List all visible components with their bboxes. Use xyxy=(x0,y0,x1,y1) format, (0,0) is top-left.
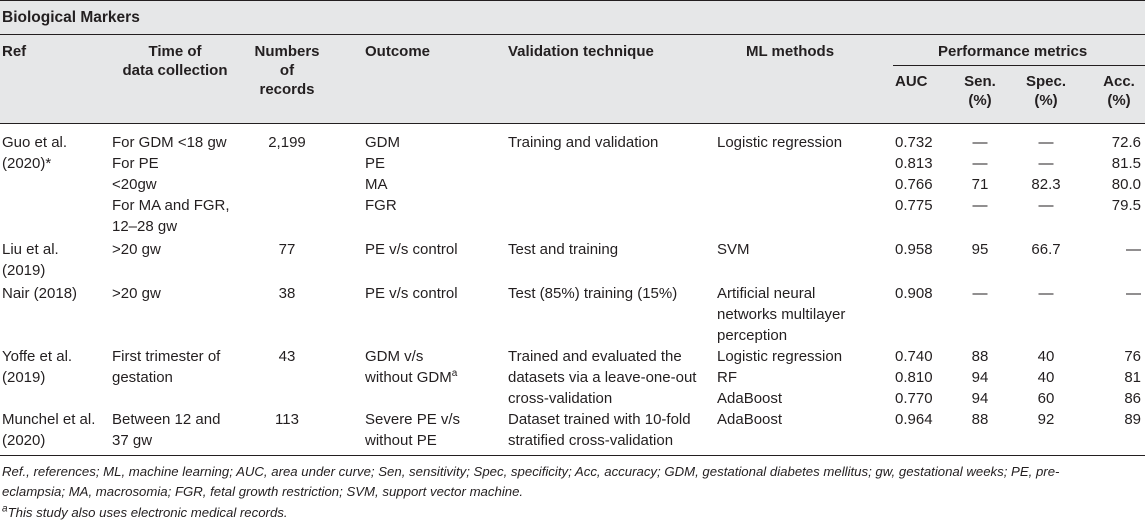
acc-cell: 76 81 86 xyxy=(1124,348,1141,407)
acc-cell: 72.6 81.5 80.0 79.5 xyxy=(1111,134,1141,214)
ml-cell: AdaBoost xyxy=(717,411,783,428)
sen-cell: — — 71 — xyxy=(971,134,989,214)
acc-cell: — xyxy=(1126,285,1141,302)
abbreviations-footnote: Ref., references; ML, machine learning; AUC, area under curve; Sen, sensitivity; Spec, specificity; Acc, accuracy; GDM, gestational diabetes mellitus; gw, gestational weeks; PE, pre- eclampsia; MA, macrosomia; FGR, fetal growth restriction; SVM, support vector machine. xyxy=(2,464,1060,499)
ml-cell: Logistic regression xyxy=(717,134,843,151)
section-title: Biological Markers xyxy=(2,9,140,26)
header-outcome: Outcome xyxy=(365,43,431,60)
acc-cell: — xyxy=(1126,241,1141,258)
header-numbers: Numbers of records xyxy=(254,43,320,98)
outcome-cell: Severe PE v/s without PE xyxy=(365,411,461,449)
ml-cell: SVM xyxy=(717,241,750,258)
outcome-cell: PE v/s control xyxy=(365,241,458,258)
time-cell: >20 gw xyxy=(112,285,161,302)
footnote-marker: a xyxy=(451,368,458,379)
sen-cell: 95 xyxy=(971,241,989,258)
header-performance: Performance metrics xyxy=(938,43,1088,60)
auc-cell: 0.732 0.813 0.766 0.775 xyxy=(895,134,933,214)
ml-cell: Logistic regression RF AdaBoost xyxy=(717,348,843,407)
validation-cell: Test (85%) training (15%) xyxy=(508,285,678,302)
performance-metrics-rule xyxy=(893,65,1145,66)
header-time: Time of data collection xyxy=(122,43,228,79)
outcome-cell: GDM PE MA FGR xyxy=(365,134,400,214)
sen-cell: 88 94 94 xyxy=(971,348,989,407)
records-cell: 2,199 xyxy=(268,134,306,151)
validation-cell: Dataset trained with 10-fold stratified cross-validation xyxy=(508,411,691,449)
time-cell: Between 12 and 37 gw xyxy=(112,411,221,449)
header-sen: Sen. (%) xyxy=(964,73,996,109)
header-ref: Ref xyxy=(2,43,27,60)
time-cell: >20 gw xyxy=(112,241,161,258)
ref-cell: Guo et al. (2020)* xyxy=(2,134,68,172)
auc-cell: 0.958 xyxy=(895,241,933,258)
ref-cell: Yoffe et al. (2019) xyxy=(2,348,73,386)
sen-cell: 88 xyxy=(971,411,989,428)
study-footnote: $^a$This study also uses electronic medical records. xyxy=(2,503,288,520)
records-cell: 43 xyxy=(278,348,296,365)
header-auc: AUC xyxy=(895,73,928,90)
table-bottom-rule xyxy=(0,455,1145,456)
ml-cell: Artificial neural networks multilayer perception xyxy=(717,285,846,344)
spec-cell: — — 82.3 — xyxy=(1031,134,1061,214)
auc-cell: 0.740 0.810 0.770 xyxy=(895,348,933,407)
spec-cell: — xyxy=(1038,285,1054,302)
ref-cell: Nair (2018) xyxy=(2,285,78,302)
time-cell: First trimester of gestation xyxy=(112,348,221,386)
ref-cell: Liu et al. (2019) xyxy=(2,241,59,279)
outcome-cell: PE v/s control xyxy=(365,285,458,302)
ref-cell: Munchel et al. (2020) xyxy=(2,411,96,449)
header-spec: Spec. (%) xyxy=(1025,73,1067,109)
records-cell: 38 xyxy=(278,285,296,302)
spec-cell: 40 40 60 xyxy=(1037,348,1055,407)
spec-cell: 92 xyxy=(1037,411,1055,428)
records-cell: 77 xyxy=(278,241,296,258)
header-ml: ML methods xyxy=(746,43,835,60)
auc-cell: 0.908 xyxy=(895,285,933,302)
validation-cell: Trained and evaluated the datasets via a leave-one-out cross-validation xyxy=(508,348,697,407)
time-cell: For GDM <18 gw For PE <20gw For MA and FGR, 12–28 gw xyxy=(112,134,230,235)
section-title-bar xyxy=(0,0,1145,34)
footnote-marker: a xyxy=(2,503,8,515)
header-bottom-rule xyxy=(0,123,1145,124)
outcome-cell: GDM v/s without GDM$^a$ xyxy=(365,348,458,386)
auc-cell: 0.964 xyxy=(895,411,933,428)
validation-cell: Training and validation xyxy=(508,134,659,151)
header-acc: Acc. (%) xyxy=(1103,73,1135,109)
validation-cell: Test and training xyxy=(508,241,619,258)
header-validation: Validation technique xyxy=(508,43,654,60)
sen-cell: — xyxy=(972,285,988,302)
spec-cell: 66.7 xyxy=(1031,241,1061,258)
acc-cell: 89 xyxy=(1124,411,1141,428)
records-cell: 113 xyxy=(275,411,299,428)
